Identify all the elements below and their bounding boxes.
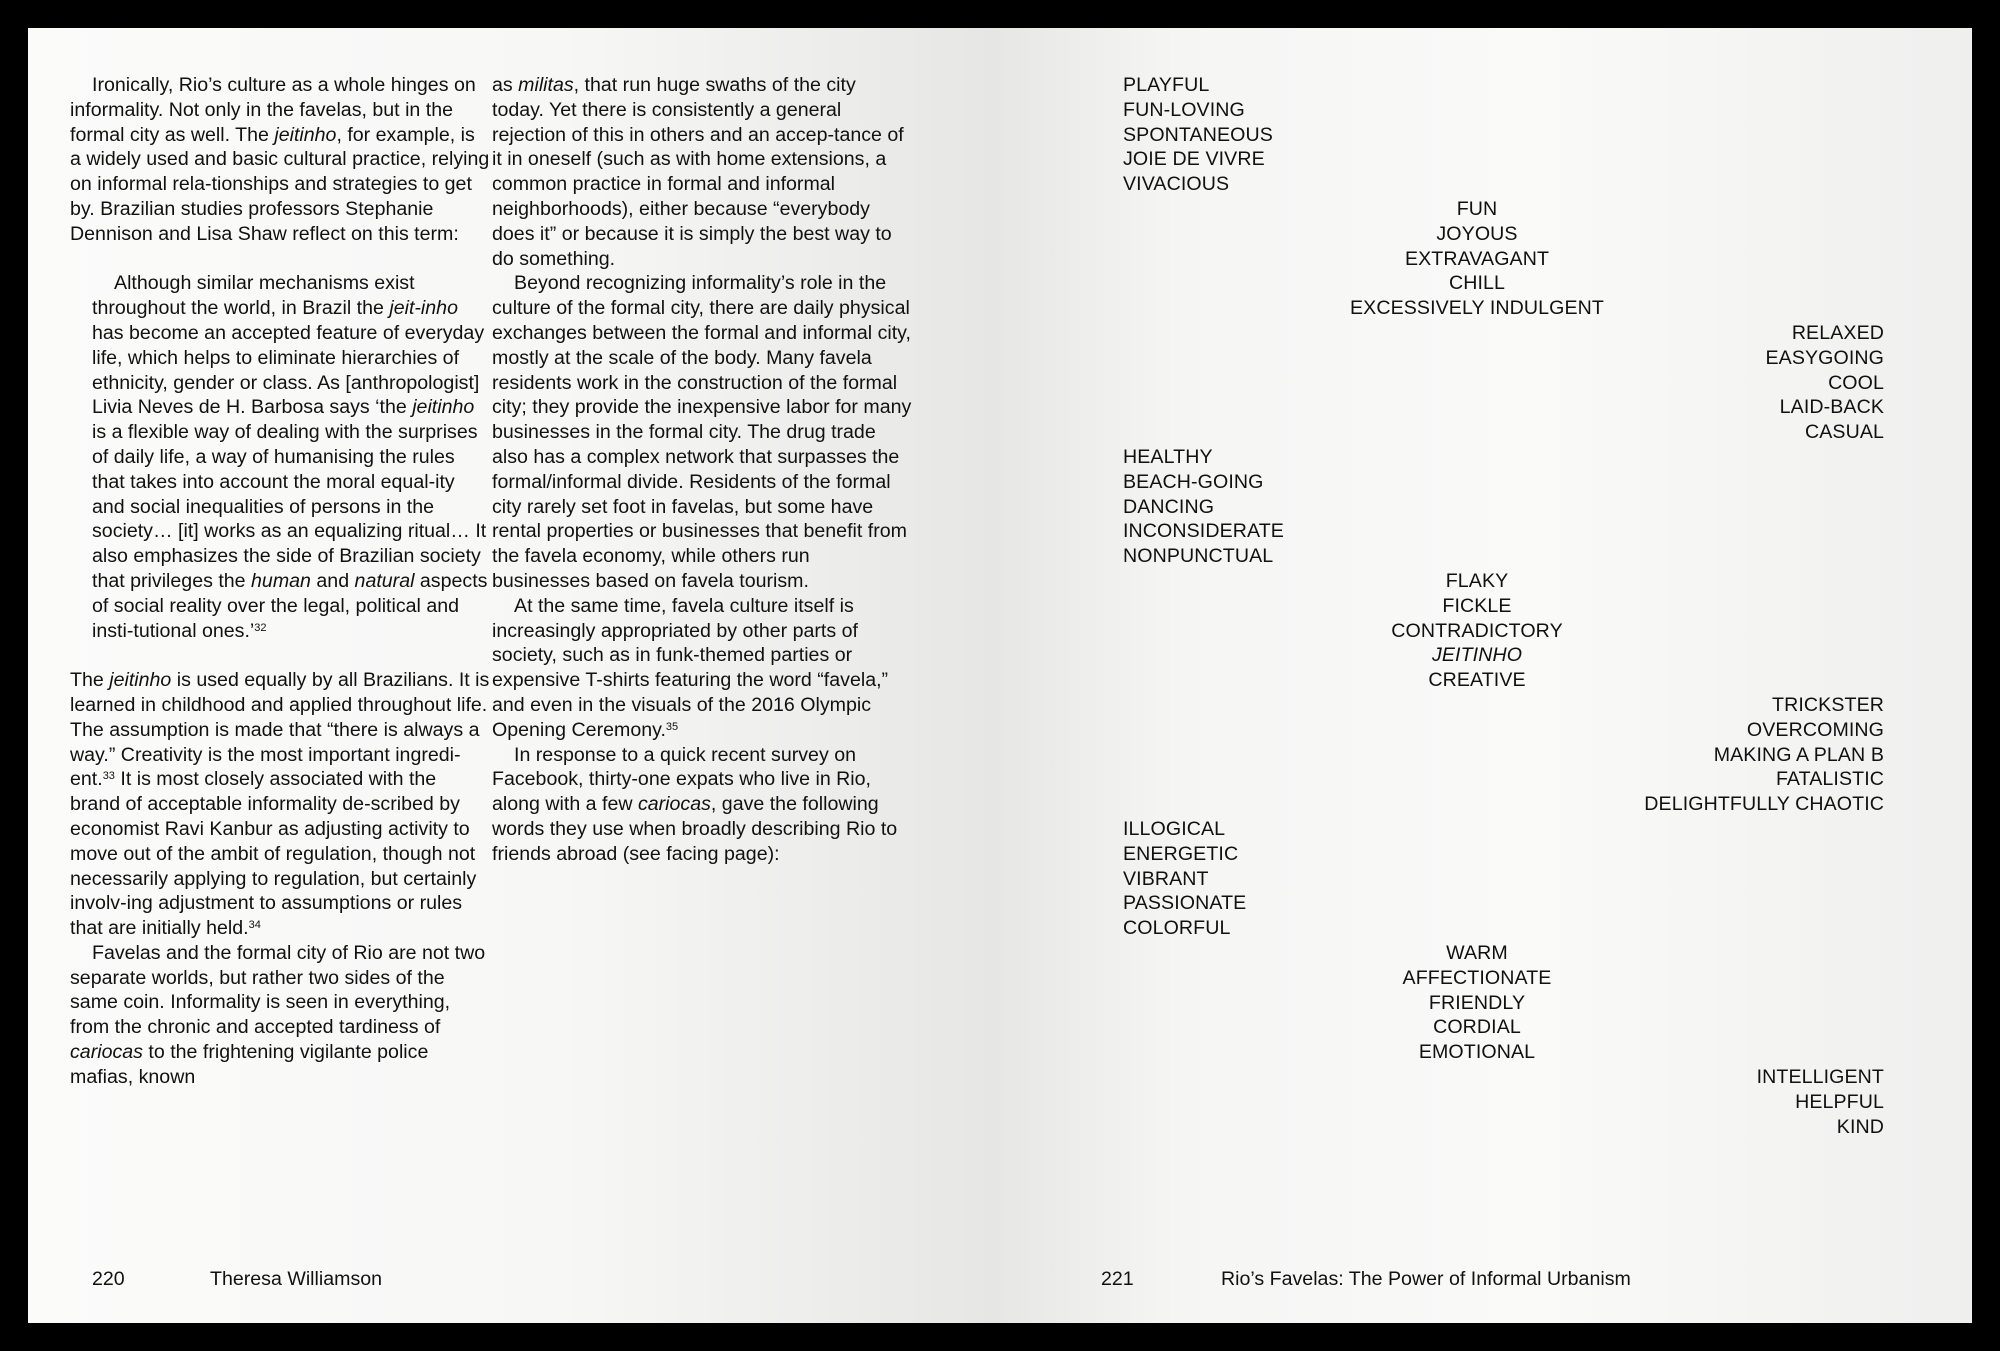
word: CREATIVE — [1428, 669, 1526, 692]
word: JEITINHO — [1431, 644, 1523, 667]
word: WARM — [1446, 942, 1508, 964]
word: VIBRANT — [1123, 867, 1209, 890]
word: EXTRAVAGANT — [1404, 247, 1550, 270]
footnote-ref: 32 — [254, 621, 267, 634]
word: FLAKY — [1445, 570, 1509, 592]
word: FATALISTIC — [1775, 768, 1884, 791]
word: FRIENDLY — [1428, 991, 1526, 1014]
footnote-ref: 35 — [665, 720, 679, 733]
word: JOYOUS — [1436, 222, 1518, 245]
paragraph: as militas, that run huge swaths of the city today. Yet there is consistently a general rejection of this in others and an accep-tance of it in oneself (such as with home extensions, a common practice in formal and informal neighborhoods), either because “everybody does it” or because it is simply the best way to do something. — [492, 74, 904, 270]
paragraph: Beyond recognizing informality’s role in the culture of the formal city, there are daily physical exchanges between the formal and informal city, mostly at the scale of the body. Many favela residents work in the construction of the formal city; they provide the inexpensive labor for many businesses in the formal city. The drug trade also has a complex network that surpasses the formal/informal divide. Residents of the formal city rarely set foot in favelas, but some have rental properties or businesses that benefit from the favela economy, while others run businesses based on favela tourism. — [492, 272, 912, 592]
text-column-2 — [492, 73, 912, 867]
word: KIND — [1836, 1115, 1884, 1138]
word-group — [1123, 817, 1246, 941]
paragraph: In response to a quick recent survey on Facebook, thirty-one expats who live in Rio, along with a few cariocas, gave the following words they use when broadly describing Rio to friends abroad (see facing page): — [492, 743, 898, 865]
word: INCONSIDERATE — [1123, 520, 1284, 543]
word-group — [1267, 941, 1687, 1065]
running-head: Theresa Williamson — [210, 1268, 383, 1290]
word-group — [1644, 693, 1884, 817]
footnote-ref: 33 — [102, 770, 115, 783]
word: AFFECTIONATE — [1402, 966, 1552, 989]
word: COOL — [1828, 371, 1884, 394]
paragraph: Favelas and the formal city of Rio are not two separate worlds, but rather two sides of the same coin. Informality is seen in everything, from the chronic and accepted tardiness of cariocas to the frightening vigilante police mafias, known — [70, 941, 486, 1088]
word: INTELLIGENT — [1756, 1066, 1884, 1088]
block-quote: Although similar mechanisms exist throughout the world, in Brazil the jeit-inho has become an accepted feature of everyday life, which helps to eliminate hierarchies of ethnicity, gender or class. As [anthropologist] Livia Neves de H. Barbosa says ‘the jeitinho is a flexible way of dealing with the surprises of daily life, a way of humanising the rules that takes into account the moral equal-ity and social inequalities of persons in the society… [it] works as an equalizing ritual… It also emphasizes the side of Brazilian society that privileges the human and natural aspects of social reality over the legal, political and insti-tutional ones.’$^{32}$ — [92, 272, 488, 642]
word: EMOTIONAL — [1418, 1041, 1536, 1064]
running-head: Rio’s Favelas: The Power of Informal Urbanism — [1221, 1268, 1631, 1290]
word: PASSIONATE — [1123, 892, 1247, 915]
word: EXCESSIVELY INDULGENT — [1350, 297, 1604, 320]
word: HEALTHY — [1123, 446, 1213, 468]
word: RELAXED — [1791, 322, 1884, 344]
word: JOIE DE VIVRE — [1123, 148, 1265, 171]
word: HELPFUL — [1795, 1090, 1884, 1113]
footnote-ref: 34 — [248, 919, 261, 932]
word: CORDIAL — [1433, 1016, 1521, 1039]
word: FUN — [1456, 198, 1498, 220]
word-group — [1766, 321, 1885, 445]
word: ENERGETIC — [1123, 842, 1239, 865]
left-page — [28, 28, 1000, 1323]
page-number: 220 — [92, 1268, 125, 1290]
word-group — [1267, 569, 1687, 693]
word: LAID-BACK — [1779, 396, 1884, 419]
word: DANCING — [1123, 495, 1215, 518]
word: COLORFUL — [1123, 917, 1231, 940]
word: FUN-LOVING — [1123, 98, 1245, 121]
word: SPONTANEOUS — [1123, 123, 1273, 146]
book-spread — [28, 28, 1972, 1323]
paragraph: Ironically, Rio’s culture as a whole hinges on informality. Not only in the favelas, but in the formal city as well. The jeitinho, for example, is a widely used and basic cultural practice, relying on informal rela-tionships and strategies to get by. Brazilian studies professors Stephanie Dennison and Lisa Shaw reflect on this term: — [70, 74, 490, 245]
word: CHILL — [1448, 272, 1506, 295]
word: VIVACIOUS — [1123, 173, 1230, 196]
word: CONTRADICTORY — [1391, 619, 1563, 642]
word: OVERCOMING — [1746, 718, 1884, 741]
right-page — [1000, 28, 1972, 1323]
text-column-1 — [70, 73, 490, 1090]
word: MAKING A PLAN B — [1713, 743, 1884, 766]
word: PLAYFUL — [1123, 74, 1210, 96]
word: DELIGHTFULLY CHAOTIC — [1644, 793, 1884, 816]
word: TRICKSTER — [1772, 694, 1884, 716]
word: NONPUNCTUAL — [1123, 545, 1274, 568]
paragraph: At the same time, favela culture itself is increasingly appropriated by other parts of society, such as in funk-themed parties or expensive T-shirts featuring the word “favela,” and even in the visuals of the 2016 Olympic Opening Ceremony.$^{35}$ — [492, 594, 889, 741]
word: CASUAL — [1804, 421, 1884, 444]
word-group — [1123, 73, 1273, 197]
word-group — [1267, 197, 1687, 321]
word: ILLOGICAL — [1123, 818, 1226, 840]
word: FICKLE — [1442, 594, 1512, 617]
page-number: 221 — [1101, 1268, 1134, 1290]
word: BEACH-GOING — [1123, 470, 1264, 493]
word-group — [1757, 1065, 1884, 1139]
word: EASYGOING — [1765, 346, 1884, 369]
paragraph: The jeitinho is used equally by all Brazilians. It is learned in childhood and applied throughout life. The assumption is made that “there is always a way.” Creativity is the most important ingredi-ent.$^{33}$ It is most closely associated with the brand of acceptable informality de-scribed by economist Ravi Kanbur as adjusting activity to move out of the ambit of regulation, though not necessarily applying to regulation, but certainly involv-ing adjustment to assumptions or rules that are initially held.$^{34}$ — [70, 669, 490, 940]
word-group — [1123, 445, 1284, 569]
